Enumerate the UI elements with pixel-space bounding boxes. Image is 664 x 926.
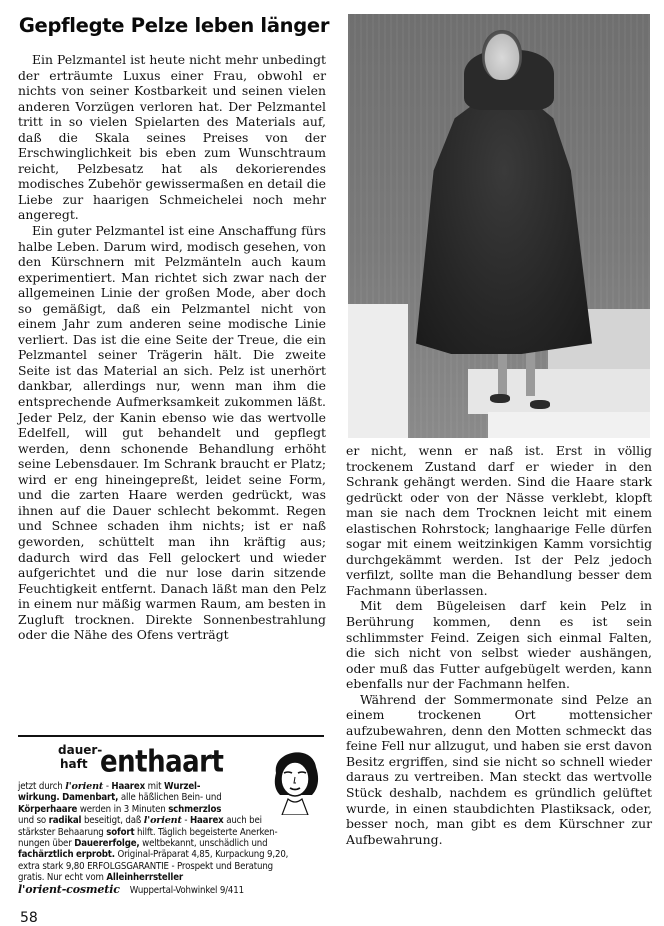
article-column-right	[346, 443, 652, 847]
ad-text-line: jetzt durch l'orient - Haarex mit Wurzel-	[18, 781, 201, 792]
advertisement	[18, 741, 328, 901]
ad-dauer: dauer-	[58, 743, 103, 757]
ad-body	[18, 781, 324, 896]
model-head	[482, 30, 522, 80]
paragraph: er nicht, wenn er naß ist. Erst in völlig trockenem Zustand darf er wieder in den Schrank gehängt werden. Sind die Haare stark gedrückt oder von der Nässe verklebt, klopft man sie nach dem Trocknen leicht mit einem elastischen Rohrstock; langhaarige Felle dürfen sogar mit einem weitzinkigen Kamm vorsichtig durchgekämmt werden. Ist der Pelz jedoch verfilzt, sollte man die Behandlung besser dem Fachmann überlassen.	[346, 443, 652, 598]
fur-coat-photo	[348, 14, 650, 438]
paragraph: Mit dem Bügeleisen darf kein Pelz in Berührung kommen, denn es ist sein schlimmster Feind. Zeigen sich einmal Falten, die sich nicht von selbst wieder aushängen, oder muß das Futter aufgebügelt werden, kann ebenfalls nur der Fachmann helfen.	[346, 598, 652, 692]
paragraph: Ein guter Pelzmantel ist eine Anschaffung fürs halbe Leben. Darum wird, modisch gesehen, von den Kürschnern mit Pelzmänteln auch kaum experimentiert. Man richtet sich zwar nach der allgemeinen Linie der großen Mode, aber doch so gemäßigt, daß ein Pelzmantel nicht von einem Jahr zum anderen seine modische Linie verliert. Das ist die eine Seite der Treue, die ein Pelzmantel seiner Trägerin hält. Die zweite Seite ist das Material an sich. Pelz ist unerhört dankbar, allerdings nur, wenn man ihm die entsprechende Aufmerksamkeit zukommen läßt. Jeder Pelz, der Kanin ebenso wie das wertvolle Edelfell, will gut behandelt und gepflegt werden, denn schonende Behandlung erhöht seine Lebensdauer. Im Schrank braucht er Platz; wird er eng hineingepreßt, leidet seine Form, und die zarten Haare werden gedrückt, was ihnen auf die Dauer schlecht bekommt. Regen und Schnee schaden ihm nichts; ist er naß geworden, schüttelt man ihn kräftig aus; dadurch wird das Fell gelockert und wieder aufgerichtet und die nur lose darin sitzende Feuchtigkeit entfernt. Danach läßt man den Pelz in einem nur mäßig warmen Raum, am besten in Zugluft trocknen. Direkte Sonnenbestrahlung oder die Nähe des Ofens verträgt	[18, 223, 326, 643]
ad-text-line: und so radikal beseitigt, daß l'orient - Haarex auch bei	[18, 815, 262, 827]
ad-brand: l'orient-cosmetic	[18, 882, 120, 896]
ad-divider	[18, 735, 324, 737]
article-column-left	[18, 52, 326, 643]
ad-dauerhaft	[58, 743, 102, 771]
ad-text-line: extra stark 9,80 ERFOLGSGARANTIE - Prospekt und Beratung	[18, 860, 273, 872]
paragraph: Während der Sommermonate sind Pelze an einem trockenen Ort mottensicher aufzubewahren, denn den Motten schmeckt das feine Fell nur allzugut, und haben sie erst davon Besitz ergriffen, sind sie nicht so schnell wieder daraus zu vertreiben. Man steckt das wertvolle Stück deshalb, nachdem es gründlich gelüftet wurde, in einen staubdichten Plastiksack, oder, besser noch, man gibt es dem Kürschner zur Aufbewahrung.	[346, 691, 652, 847]
paragraph: Ein Pelzmantel ist heute nicht mehr unbedingt der erträumte Luxus einer Frau, obwohl er nichts von seiner Kostbarkeit und seinen vielen anderen Vorzügen verloren hat. Der Pelzmantel tritt in so vielen Spielarten des Materials auf, daß die Skala seines Preises von der Erschwinglichkeit bis eben zum Wunschtraum reicht, Pelzbesatz hat als dekorierendes modisches Zubehör gewissermaßen en detail die Liebe zur haarigen Schmeichelei noch mehr angeregt.	[18, 52, 326, 223]
ad-text-line: gratis. Nur echt vom Alleinherrsteller	[18, 872, 184, 884]
ad-brand-line	[18, 884, 324, 896]
article-title: Gepflegte Pelze leben länger	[18, 14, 330, 37]
ad-address: Wuppertal-Vohwinkel 9/411	[129, 884, 244, 896]
ad-text-line: nungen über Dauererfolge, weltbekannt, unschädlich und	[18, 838, 268, 850]
ad-text-line: wirkung. Damenbart, alle häßlichen Bein- und	[18, 792, 222, 804]
ad-haft: haft	[60, 757, 88, 771]
ad-headline: enthaart	[100, 745, 224, 780]
ad-text-line: Körperhaare werden in 3 Minuten schmerzlos	[18, 803, 222, 815]
page-number: 58	[20, 910, 38, 926]
ad-text-line: stärkster Behaarung sofort hilft. Täglich begeisterte Anerken-	[18, 826, 278, 838]
ad-text-line: fachärztlich erprobt. Original-Präparat 4,85, Kurpackung 9,20,	[18, 849, 289, 861]
